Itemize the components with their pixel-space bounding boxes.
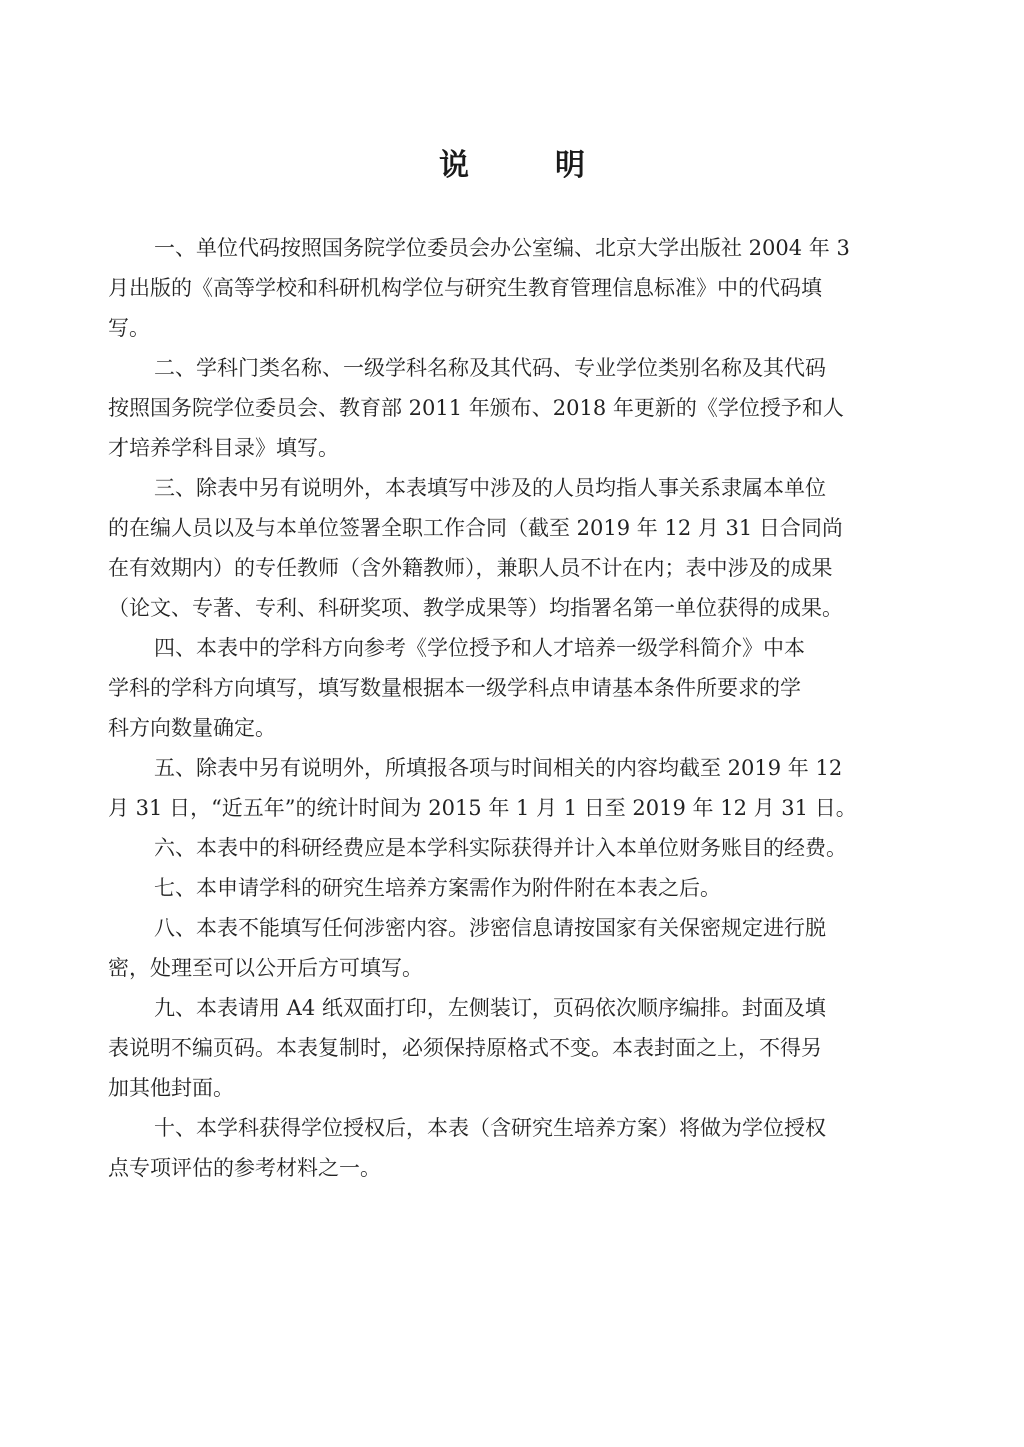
paragraph-line: （论文、专著、专利、科研奖项、教学成果等）均指署名第一单位获得的成果。 bbox=[108, 596, 843, 620]
paragraph-4 bbox=[108, 628, 928, 748]
paragraph-line: 的在编人员以及与本单位签署全职工作合同（截至 2019 年 12 月 31 日合同尚 bbox=[108, 516, 843, 540]
paragraph-line: 九、本表请用 A4 纸双面打印，左侧装订，页码依次顺序编排。封面及填 bbox=[154, 996, 826, 1020]
paragraph-line: 点专项评估的参考材料之一。 bbox=[108, 1156, 381, 1180]
paragraph-9 bbox=[108, 988, 928, 1108]
paragraph-line: 才培养学科目录》填写。 bbox=[108, 436, 339, 460]
paragraph-line: 一、单位代码按照国务院学位委员会办公室编、北京大学出版社 2004 年 3 bbox=[154, 236, 850, 260]
paragraph-line: 六、本表中的科研经费应是本学科实际获得并计入本单位财务账目的经费。 bbox=[154, 836, 847, 860]
paragraph-line: 月 31 日，“近五年”的统计时间为 2015 年 1 月 1 日至 2019 年 12 月 31 日。 bbox=[108, 796, 857, 820]
paragraph-10 bbox=[108, 1108, 928, 1188]
paragraph-5 bbox=[108, 748, 928, 828]
instructions-body bbox=[108, 228, 928, 1188]
paragraph-line: 写。 bbox=[108, 316, 150, 340]
paragraph-line: 月出版的《高等学校和科研机构学位与研究生教育管理信息标准》中的代码填 bbox=[108, 276, 822, 300]
paragraph-line: 五、除表中另有说明外，所填报各项与时间相关的内容均截至 2019 年 12 bbox=[154, 756, 843, 780]
page-title: 说 明 bbox=[439, 148, 613, 183]
paragraph-line: 二、学科门类名称、一级学科名称及其代码、专业学位类别名称及其代码 bbox=[154, 356, 826, 380]
paragraph-line: 学科的学科方向填写，填写数量根据本一级学科点申请基本条件所要求的学 bbox=[108, 676, 801, 700]
paragraph-line: 十、本学科获得学位授权后，本表（含研究生培养方案）将做为学位授权 bbox=[154, 1116, 826, 1140]
paragraph-line: 三、除表中另有说明外，本表填写中涉及的人员均指人事关系隶属本单位 bbox=[154, 476, 826, 500]
paragraph-7 bbox=[108, 868, 928, 908]
paragraph-line: 按照国务院学位委员会、教育部 2011 年颁布、2018 年更新的《学位授予和人 bbox=[108, 396, 844, 420]
paragraph-line: 科方向数量确定。 bbox=[108, 716, 276, 740]
paragraph-line: 在有效期内）的专任教师（含外籍教师），兼职人员不计在内；表中涉及的成果 bbox=[108, 556, 833, 580]
paragraph-1 bbox=[108, 228, 928, 348]
paragraph-line: 四、本表中的学科方向参考《学位授予和人才培养一级学科简介》中本 bbox=[154, 636, 805, 660]
paragraph-line: 八、本表不能填写任何涉密内容。涉密信息请按国家有关保密规定进行脱 bbox=[154, 916, 826, 940]
paragraph-6 bbox=[108, 828, 928, 868]
paragraph-3 bbox=[108, 468, 928, 628]
paragraph-line: 加其他封面。 bbox=[108, 1076, 234, 1100]
paragraph-line: 表说明不编页码。本表复制时，必须保持原格式不变。本表封面之上，不得另 bbox=[108, 1036, 822, 1060]
paragraph-8 bbox=[108, 908, 928, 988]
paragraph-line: 七、本申请学科的研究生培养方案需作为附件附在本表之后。 bbox=[154, 876, 721, 900]
paragraph-2 bbox=[108, 348, 928, 468]
paragraph-line: 密，处理至可以公开后方可填写。 bbox=[108, 956, 423, 980]
